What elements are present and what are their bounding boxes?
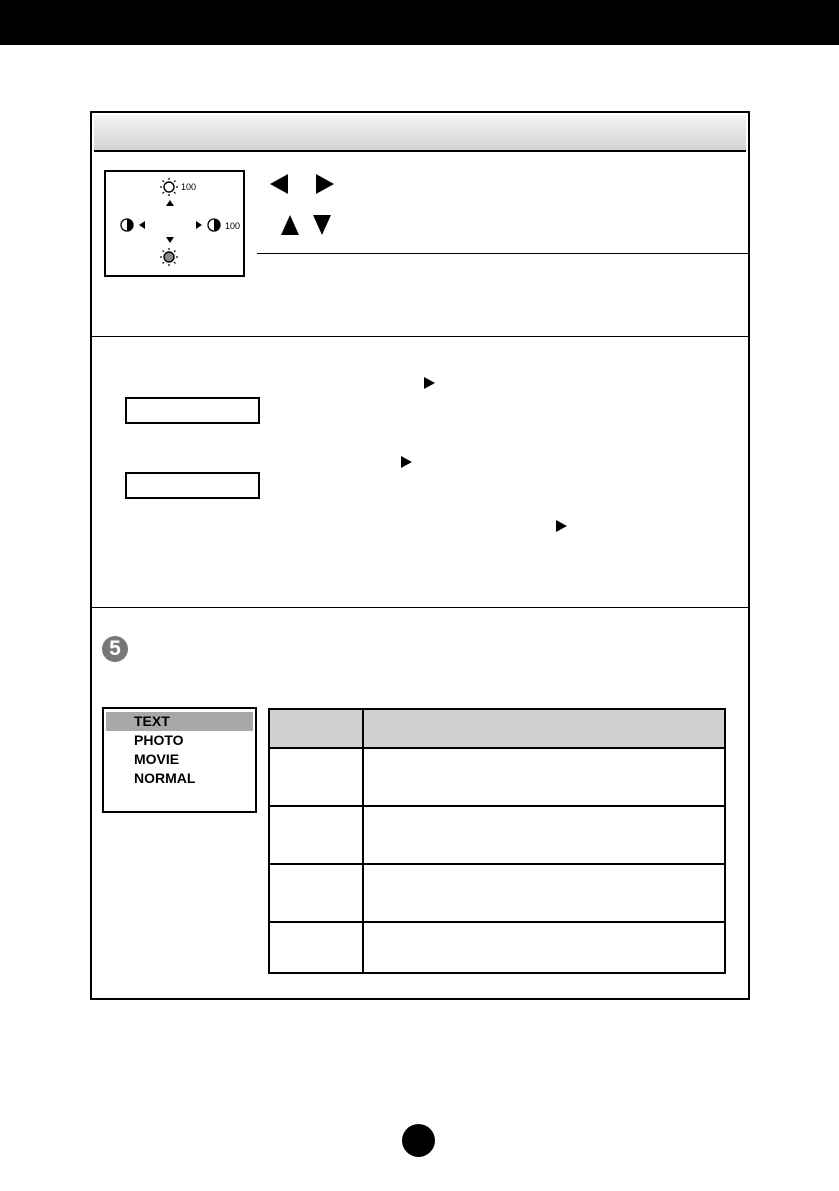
right-arrow-icon xyxy=(556,520,567,532)
section-subdivider xyxy=(257,253,748,254)
picture-mode-menu xyxy=(102,707,257,813)
option-box xyxy=(125,397,260,424)
section-divider xyxy=(92,607,748,608)
small-up-arrow-icon xyxy=(166,200,174,206)
section-number-badge: 5 xyxy=(102,636,128,662)
section-divider xyxy=(92,336,748,337)
right-arrow-icon xyxy=(424,377,435,389)
table-header-row xyxy=(270,710,724,748)
menu-item-photo[interactable]: PHOTO xyxy=(134,732,184,748)
right-arrow-icon xyxy=(401,456,412,468)
table-row-divider xyxy=(270,921,724,923)
table-row-divider xyxy=(270,863,724,865)
frame-header-band xyxy=(94,115,746,152)
manual-frame xyxy=(90,111,750,1000)
mode-description-table xyxy=(268,708,726,974)
contrast-icon xyxy=(120,218,134,232)
page-number-badge xyxy=(402,1124,435,1157)
contrast-icon xyxy=(207,218,221,232)
osd-adjust-panel xyxy=(104,170,245,277)
menu-item-movie[interactable]: MOVIE xyxy=(134,751,180,767)
top-black-bar xyxy=(0,0,839,45)
small-left-arrow-icon xyxy=(139,221,145,229)
brightness-filled-sun-icon xyxy=(160,248,178,266)
small-right-arrow-icon xyxy=(196,221,202,229)
brightness-sun-icon xyxy=(160,178,178,196)
table-row-divider xyxy=(270,747,724,749)
table-row-divider xyxy=(270,805,724,807)
brightness-value: 100 xyxy=(181,182,197,192)
up-arrow-icon xyxy=(281,215,299,235)
down-arrow-icon xyxy=(313,215,331,235)
small-down-arrow-icon xyxy=(166,237,174,243)
left-arrow-icon xyxy=(270,174,288,194)
menu-item-normal[interactable]: NORMAL xyxy=(134,770,196,786)
right-arrow-icon xyxy=(316,174,334,194)
table-column-divider xyxy=(362,710,364,972)
option-box xyxy=(125,472,260,499)
menu-item-text[interactable]: TEXT xyxy=(106,712,253,731)
contrast-value: 100 xyxy=(225,221,241,231)
